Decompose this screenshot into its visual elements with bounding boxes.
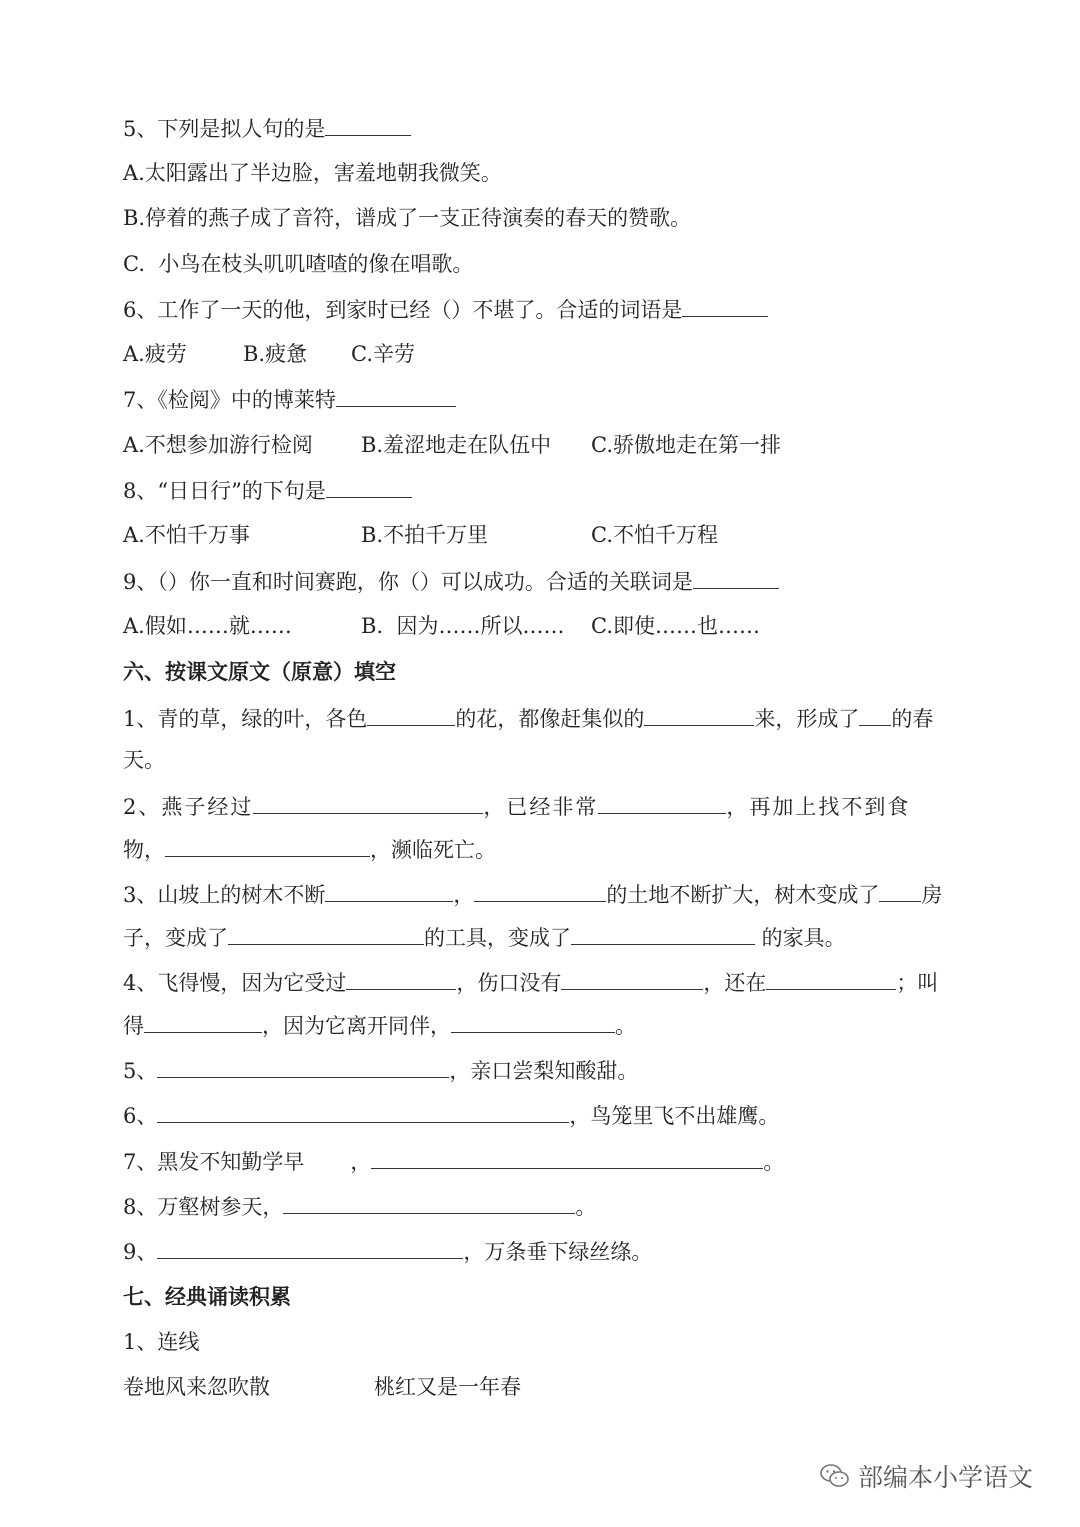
fill-3-cont: 子，变成了 的工具，变成了 的家具。 bbox=[123, 922, 846, 953]
q6-options: A.疲劳 B.疲惫 C.辛劳 bbox=[123, 342, 415, 366]
q9-stem: 9、（）你一直和时间赛跑，你（）可以成功。合适的关联词是 bbox=[123, 566, 779, 597]
fill-2-cont: 物， ，濒临死亡。 bbox=[123, 834, 496, 865]
link-row: 卷地风来忽吹散 桃红又是一年春 bbox=[123, 1375, 521, 1399]
fill-2: 2、燕子经过 ，已经非常 ，再加上找不到食 bbox=[123, 791, 910, 822]
section-6-title: 六、按课文原文（原意）填空 bbox=[123, 660, 396, 684]
watermark-text: 部编本小学语文 bbox=[858, 1463, 1034, 1492]
q5-option-c: C. 小鸟在枝头叽叽喳喳的像在唱歌。 bbox=[123, 252, 474, 276]
fill-1: 1、青的草，绿的叶，各色 的花，都像赶集似的 来，形成了 的春 bbox=[123, 703, 933, 734]
watermark bbox=[820, 1458, 1033, 1494]
q8-options: A.不怕千万事 B.不拍千万里 C.不怕千万程 bbox=[123, 523, 718, 547]
q5-stem: 5、下列是拟人句的是 bbox=[123, 113, 411, 144]
section-7-title: 七、经典诵读积累 bbox=[123, 1285, 291, 1309]
q5-option-a: A.太阳露出了半边脸，害羞地朝我微笑。 bbox=[123, 161, 502, 185]
q5-option-b: B.停着的燕子成了音符，谱成了一支正待演奏的春天的赞歌。 bbox=[123, 206, 692, 230]
link-title: 1、连线 bbox=[123, 1330, 200, 1354]
fill-5: 5、 ，亲口尝梨知酸甜。 bbox=[123, 1055, 638, 1086]
fill-8: 8、万壑树参天， 。 bbox=[123, 1191, 596, 1222]
fill-4-cont: 得 ，因为它离开同伴， 。 bbox=[123, 1010, 636, 1041]
fill-9: 9、 ，万条垂下绿丝绦。 bbox=[123, 1236, 652, 1267]
wechat-icon bbox=[820, 1463, 850, 1489]
fill-7: 7、黑发不知勤学早 ， 。 bbox=[123, 1146, 784, 1177]
q9-options: A.假如……就…… B. 因为……所以…… C.即使……也…… bbox=[123, 614, 760, 638]
q8-stem: 8、“日日行”的下句是 bbox=[123, 475, 412, 506]
fill-4: 4、飞得慢，因为它受过 ，伤口没有 ，还在 ；叫 bbox=[123, 967, 938, 998]
q6-stem: 6、工作了一天的他，到家时已经（）不堪了。合适的词语是 bbox=[123, 294, 768, 325]
q7-options: A.不想参加游行检阅 B.羞涩地走在队伍中 C.骄傲地走在第一排 bbox=[123, 433, 781, 457]
fill-3: 3、山坡上的树木不断 ， 的土地不断扩大，树木变成了 房 bbox=[123, 879, 942, 910]
q7-stem: 7、《检阅》中的博莱特 bbox=[123, 384, 456, 415]
fill-6: 6、 ，鸟笼里飞不出雄鹰。 bbox=[123, 1100, 779, 1131]
fill-1-cont: 天。 bbox=[123, 748, 165, 772]
